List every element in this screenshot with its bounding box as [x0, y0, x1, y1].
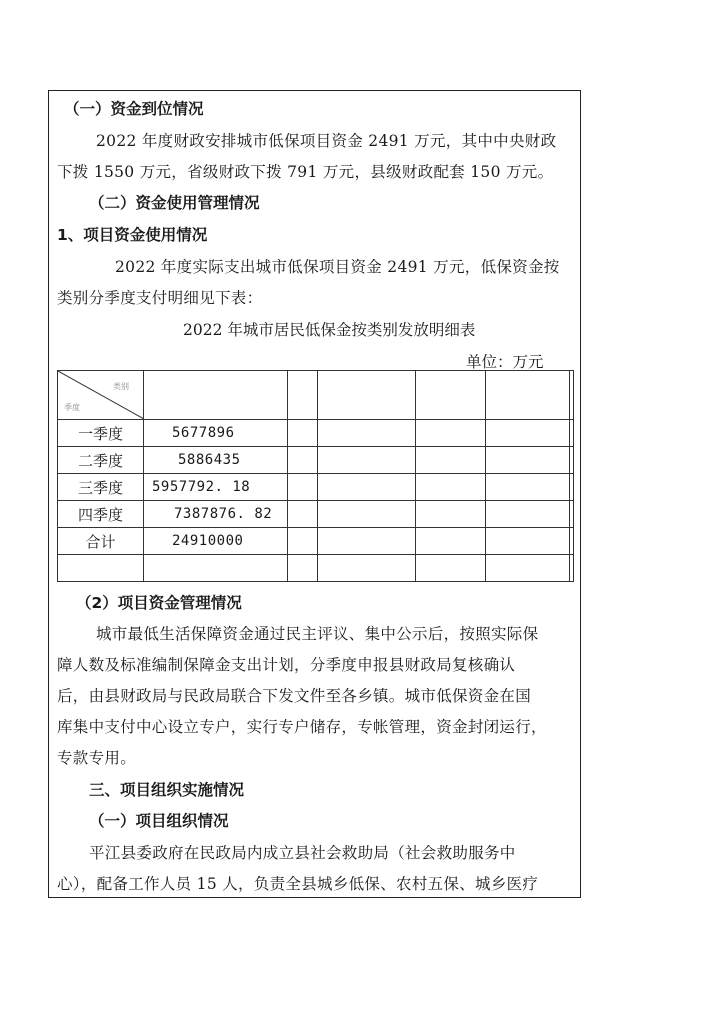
section-heading-funds-arrival: （一）资金到位情况 [64, 100, 204, 118]
diagonal-header-cell [58, 371, 144, 420]
table-row-empty [58, 555, 574, 582]
row-label: 四季度 [58, 501, 144, 528]
row-label: 二季度 [58, 447, 144, 474]
table-unit: 单位：万元 [466, 353, 544, 371]
funds-usage-paragraph-line1: 2022 年度实际支出城市低保项目资金 2491 万元，低保资金按 [115, 258, 560, 276]
table-title: 2022 年城市居民低保金按类别发放明细表 [183, 321, 476, 339]
subheading-organization-status: （一）项目组织情况 [89, 812, 229, 830]
row-label: 合计 [58, 528, 144, 555]
table-row [58, 474, 574, 501]
row-label: 一季度 [58, 420, 144, 447]
organization-paragraph-line2: 心），配备工作人员 15 人，负责全县城乡低保、农村五保、城乡医疗 [57, 875, 539, 893]
management-paragraph-line3: 后，由县财政局与民政局联合下发文件至各乡镇。城市低保资金在国 [57, 687, 532, 705]
table-header-row [58, 371, 574, 420]
allocation-table [57, 370, 574, 582]
header-cell [288, 371, 318, 420]
funds-arrival-paragraph-line1: 2022 年度财政安排城市低保项目资金 2491 万元，其中中央财政 [96, 132, 557, 150]
funds-arrival-paragraph-line2: 下拨 1550 万元，省级财政下拨 791 万元，县级财政配套 150 万元。 [57, 163, 554, 181]
row-value: 24910000 [144, 528, 288, 555]
management-paragraph-line1: 城市最低生活保障资金通过民主评议、集中公示后，按照实际保 [96, 625, 539, 643]
subheading-project-funds-usage: 1、项目资金使用情况 [57, 226, 208, 244]
row-label: 三季度 [58, 474, 144, 501]
header-cell [318, 371, 416, 420]
management-paragraph-line2: 障人数及标准编制保障金支出计划，分季度申报县财政局复核确认 [57, 656, 516, 674]
management-paragraph-line4: 库集中支付中心设立专户，实行专户储存，专帐管理，资金封闭运行， [57, 718, 547, 736]
header-cell [486, 371, 570, 420]
header-category-label: 类别 [113, 382, 129, 391]
section-heading-project-funds-management: （2）项目资金管理情况 [76, 594, 242, 612]
header-quarter-label: 季度 [64, 403, 80, 412]
header-cell [416, 371, 486, 420]
funds-usage-paragraph-line2: 类别分季度支付明细见下表： [57, 289, 263, 307]
table-row [58, 501, 574, 528]
table-row [58, 447, 574, 474]
table-row [58, 420, 574, 447]
management-paragraph-line5: 专款专用。 [57, 749, 137, 767]
header-cell [570, 371, 574, 420]
header-cell [144, 371, 288, 420]
row-value: 5886435 [144, 447, 288, 474]
row-value: 5957792. 18 [144, 474, 288, 501]
section-heading-funds-management: （二）资金使用管理情况 [89, 194, 260, 212]
row-value: 5677896 [144, 420, 288, 447]
section-heading-organization: 三、项目组织实施情况 [89, 781, 245, 799]
row-value: 7387876. 82 [144, 501, 288, 528]
table-row [58, 528, 574, 555]
organization-paragraph-line1: 平江县委政府在民政局内成立县社会救助局（社会救助服务中 [89, 844, 516, 862]
